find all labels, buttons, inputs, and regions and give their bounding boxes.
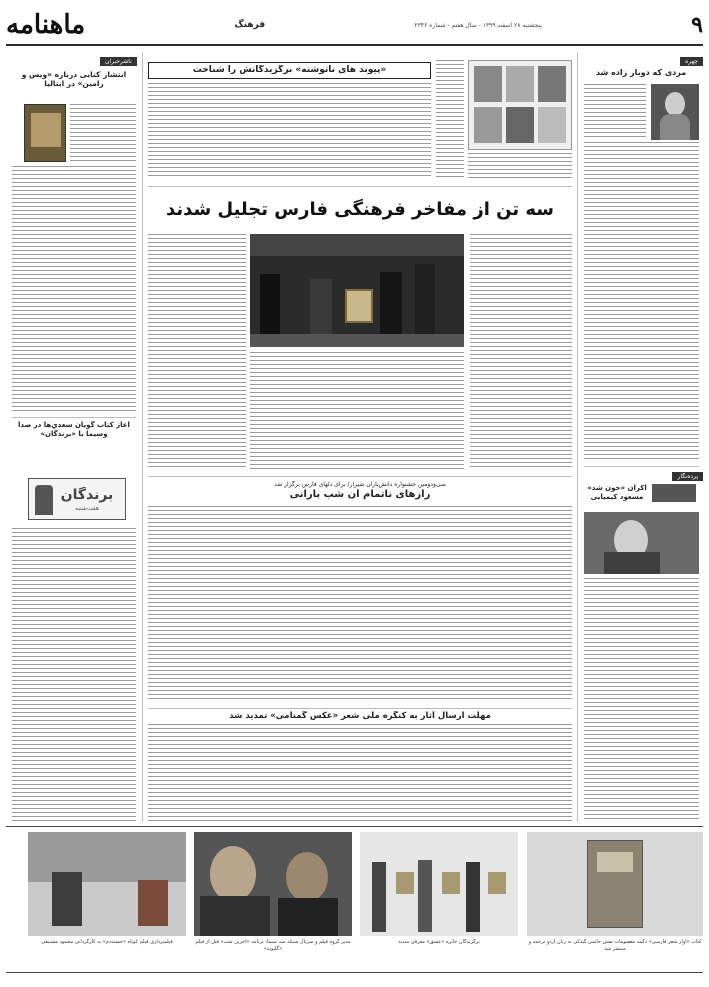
collage-image xyxy=(468,60,572,150)
book-cover-bottom xyxy=(527,832,703,936)
right-lower-title: اکران «خون شد» مسعود کیمیایی xyxy=(587,484,647,501)
ad-title: برندگان xyxy=(60,487,114,503)
body-text xyxy=(468,153,572,180)
film-shoot-photo xyxy=(28,832,186,936)
body-text xyxy=(12,166,136,414)
divider xyxy=(148,708,572,709)
page-number: ۹ xyxy=(691,12,703,38)
ad-graphic xyxy=(35,485,53,515)
top-banner-title: «پیوند های ناتوشته» برگزیدگانش را شناخت xyxy=(192,65,387,75)
body-text xyxy=(584,578,699,822)
body-text xyxy=(70,104,136,162)
body-text xyxy=(436,60,464,180)
body-text xyxy=(250,352,464,470)
bottom-headline: مهلت ارسال آثار به کنگره ملی شعر «عکس گمنامی» تمدید شد xyxy=(229,711,491,721)
tv-guests-photo xyxy=(194,832,352,936)
thumbnail-icon xyxy=(652,484,696,502)
body-text xyxy=(148,724,572,822)
award-photo xyxy=(360,832,518,936)
caption-tv: مدیر گروه فیلم و سریال شبکه سه سیما: برنامه «آخرین شب» قبل از فیلم «گلبوته» xyxy=(195,939,351,952)
divider xyxy=(148,186,572,187)
body-text xyxy=(470,234,572,470)
left-second-title: آغاز کتاب گویان سعدیِ‌ها در صدا وسیما با «برندگان» xyxy=(18,421,130,438)
ad-subtitle: هفت‌شنبه xyxy=(75,505,99,512)
right-column-tag: چهره xyxy=(680,57,703,66)
divider xyxy=(6,972,703,973)
body-text xyxy=(148,506,572,702)
caption-award: برگزیدگان جایزه «عشق» معرفی شدند xyxy=(398,939,480,945)
section-name: فرهنگ xyxy=(234,20,266,30)
festival-subtitle: سی‌ودومین جشنواره دانش‌یاران شیراز/ برای دلهای فارس برگزار شد xyxy=(274,481,446,488)
top-banner xyxy=(148,62,431,79)
body-text xyxy=(12,528,136,822)
ceremony-photo xyxy=(250,234,464,347)
newspaper-logo: ماهنامه xyxy=(6,10,86,40)
advertisement-box xyxy=(28,478,126,520)
body-text xyxy=(584,84,646,140)
body-text xyxy=(148,83,431,179)
left-column-tag: ناشرخبران xyxy=(100,57,137,66)
book-cover-image xyxy=(24,104,66,162)
issue-date: پنجشنبه ۲۸ اسفند ۱۳۹۹ - سال هفتم - شماره ۲۳۴۶ xyxy=(414,21,542,29)
portrait-photo xyxy=(651,84,699,140)
divider xyxy=(148,476,572,477)
divider xyxy=(584,466,699,467)
body-text xyxy=(148,234,246,470)
right-lower-tag: پرده‌نگار xyxy=(672,472,703,481)
right-column-title: مردی که دوبار زاده شد xyxy=(595,68,687,77)
caption-film: فیلمبرداری فیلم کوتاه «خسته‌دم» به کارگردانی محمود مشتیقی xyxy=(41,939,173,945)
divider xyxy=(6,826,703,827)
festival-title: رازهای ناتمام آن شب بارانی xyxy=(289,489,431,500)
page-header xyxy=(6,6,703,46)
caption-book: کتاب «اوار شعر فارسی» دگمه معصومات نقش خانمی گیدکی به زبان اردو ترجمه و منتشر شد xyxy=(528,939,702,952)
body-text xyxy=(584,142,699,462)
main-headline: سه تن از مفاخر فرهنگی فارس تجلیل شدند xyxy=(166,199,554,220)
divider xyxy=(12,417,136,418)
film-still-photo xyxy=(584,512,699,574)
column-divider xyxy=(577,52,578,822)
column-divider xyxy=(142,52,143,822)
left-column-title: انتشار کتابی درباره «ویس و رامین» در ایتالیا xyxy=(21,70,127,89)
